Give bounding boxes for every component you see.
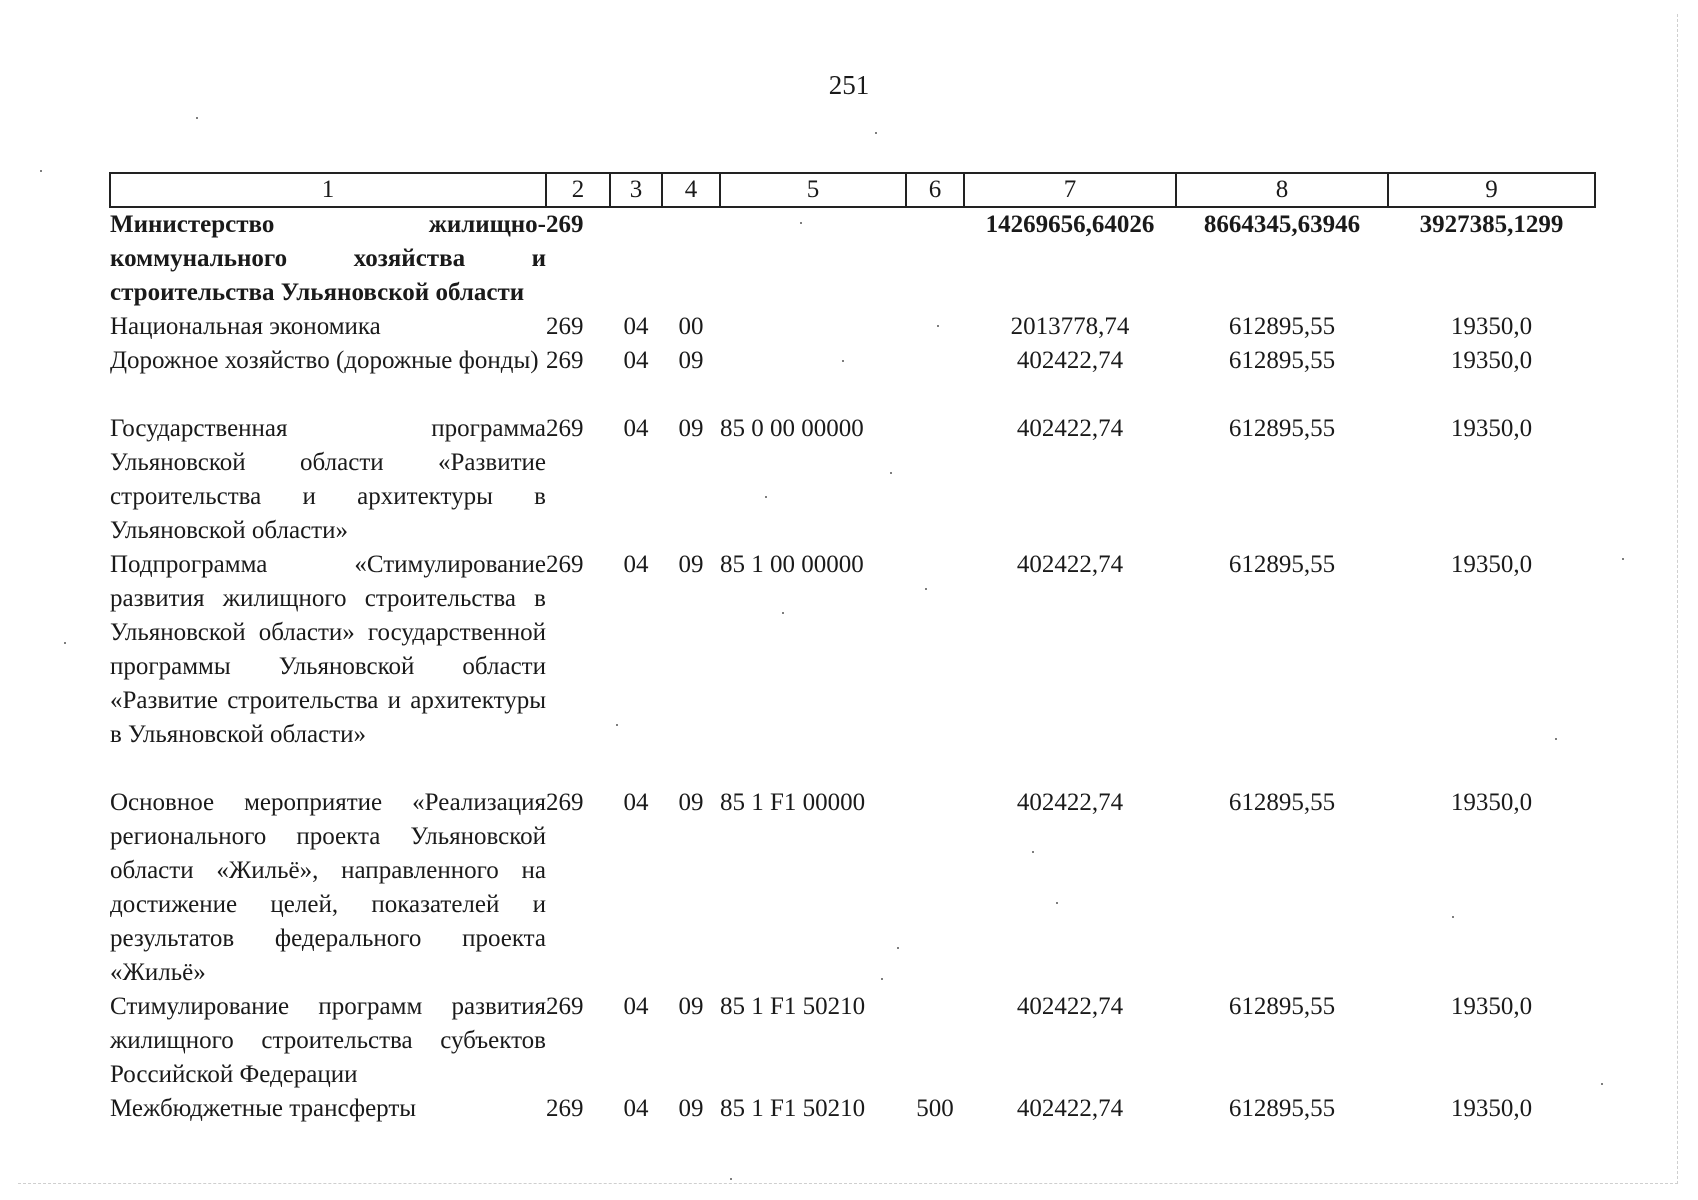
row-gr: 269 [546, 415, 584, 442]
scan-speck [196, 117, 198, 119]
header-col-3: 3 [610, 173, 662, 207]
scan-speck [1622, 558, 1624, 560]
row-target-code: 85 1 F1 50210 [720, 1095, 866, 1122]
row-value-8: 612895,55 [1228, 993, 1336, 1020]
row-gr: 269 [546, 211, 584, 238]
row-target-code [720, 310, 906, 344]
header-col-9: 9 [1388, 173, 1595, 207]
scan-speck [765, 496, 767, 498]
scan-speck [1452, 916, 1454, 918]
row-subsection: 09 [678, 415, 704, 442]
row-name: Государственная программа Ульяновской области «Развитие строительства и архитектуры в Ульяновской области» [110, 415, 546, 544]
row-gr: 269 [546, 993, 584, 1020]
row-name: Национальная экономика [110, 313, 381, 340]
row-gr: 269 [546, 1095, 584, 1122]
row-expense-type [906, 990, 964, 1092]
row-name: Основное мероприятие «Реализация регионального проекта Ульяновской области «Жильё», направленного на достижение целей, показателей и результатов федерального проекта «Жильё» [110, 789, 546, 986]
header-col-7: 7 [964, 173, 1176, 207]
row-value-9: 3927385,1299 [1419, 211, 1564, 238]
row-section: 04 [623, 993, 649, 1020]
table-row [110, 412, 1595, 548]
row-gr: 269 [546, 313, 584, 340]
row-value-7: 2013778,74 [1010, 313, 1130, 340]
row-section: 04 [623, 551, 649, 578]
scan-speck [1032, 851, 1034, 853]
row-value-9: 19350,0 [1450, 415, 1533, 442]
table-row [110, 786, 1595, 990]
row-expense-type: 500 [916, 1095, 954, 1122]
scan-speck [730, 1178, 732, 1180]
row-value-9: 19350,0 [1450, 313, 1533, 340]
row-name: Министерство жилищно-коммунального хозяйства и строительства Ульяновской области [110, 211, 546, 306]
row-value-8: 612895,55 [1228, 415, 1336, 442]
row-section: 04 [623, 1095, 649, 1122]
scan-speck [842, 360, 844, 362]
row-gr: 269 [546, 789, 584, 816]
table-row [110, 1092, 1595, 1126]
scan-speck [800, 222, 802, 224]
scan-speck [616, 724, 618, 726]
scan-speck [1601, 1083, 1603, 1085]
row-expense-type [906, 786, 964, 990]
header-col-8: 8 [1176, 173, 1388, 207]
scan-speck [1555, 738, 1557, 740]
header-col-4: 4 [662, 173, 720, 207]
row-value-9: 19350,0 [1450, 1095, 1533, 1122]
row-value-7: 402422,74 [1016, 551, 1124, 578]
row-name: Стимулирование программ развития жилищного строительства субъектов Российской Федерации [110, 993, 546, 1088]
page-number: 251 [828, 70, 870, 100]
row-expense-type [906, 207, 964, 310]
header-col-1: 1 [110, 173, 546, 207]
header-col-5: 5 [720, 173, 906, 207]
row-subsection: 09 [678, 551, 704, 578]
header-row [110, 173, 1595, 207]
row-expense-type [906, 310, 964, 344]
row-value-7: 402422,74 [1016, 1095, 1124, 1122]
header-col-6: 6 [906, 173, 964, 207]
row-value-9: 19350,0 [1450, 993, 1533, 1020]
row-value-7: 14269656,64026 [985, 211, 1155, 238]
row-subsection: 09 [678, 993, 704, 1020]
row-subsection [662, 207, 720, 310]
row-target-code: 85 1 F1 50210 [720, 993, 866, 1020]
table-row [110, 548, 1595, 786]
row-gr: 269 [546, 347, 584, 374]
budget-table [109, 172, 1596, 1126]
scan-speck [64, 642, 66, 644]
row-value-7: 402422,74 [1016, 347, 1124, 374]
row-gr: 269 [546, 551, 584, 578]
row-value-8: 612895,55 [1228, 551, 1336, 578]
row-target-code: 85 1 00 00000 [720, 551, 864, 578]
row-subsection: 00 [678, 313, 704, 340]
row-name: Межбюджетные трансферты [110, 1095, 417, 1122]
row-value-8: 612895,55 [1228, 1095, 1336, 1122]
row-name: Дорожное хозяйство (дорожные фонды) [110, 347, 539, 374]
row-section: 04 [623, 313, 649, 340]
row-target-code: 85 0 00 00000 [720, 415, 864, 442]
row-value-8: 612895,55 [1228, 313, 1336, 340]
row-value-8: 8664345,63946 [1203, 211, 1361, 238]
scan-speck [890, 472, 892, 474]
row-value-8: 612895,55 [1228, 789, 1336, 816]
row-value-7: 402422,74 [1016, 789, 1124, 816]
row-value-9: 19350,0 [1450, 789, 1533, 816]
row-target-code [720, 344, 906, 412]
row-value-9: 19350,0 [1450, 347, 1533, 374]
row-value-7: 402422,74 [1016, 415, 1124, 442]
row-subsection: 09 [678, 347, 704, 374]
row-name: Подпрограмма «Стимулирование развития жилищного строительства в Ульяновской области» государственной программы Ульяновской области «Развитие строительства и архитектуры в Ульяновской области» [110, 551, 546, 748]
scan-speck [875, 132, 877, 134]
scan-speck [782, 612, 784, 614]
row-subsection: 09 [678, 1095, 704, 1122]
scan-speck [925, 588, 927, 590]
row-target-code [720, 207, 906, 310]
scan-speck [897, 947, 899, 949]
header-col-2: 2 [546, 173, 610, 207]
scan-speck [40, 170, 42, 172]
table-row [110, 990, 1595, 1092]
table-row [110, 344, 1595, 412]
table-row [110, 310, 1595, 344]
row-subsection: 09 [678, 789, 704, 816]
scan-speck [881, 978, 883, 980]
row-expense-type [906, 548, 964, 786]
row-section: 04 [623, 347, 649, 374]
row-value-8: 612895,55 [1228, 347, 1336, 374]
table-row [110, 207, 1595, 310]
row-value-7: 402422,74 [1016, 993, 1124, 1020]
scan-speck [1056, 902, 1058, 904]
row-section: 04 [623, 789, 649, 816]
row-expense-type [906, 412, 964, 548]
row-section: 04 [623, 415, 649, 442]
row-section [610, 207, 662, 310]
row-target-code: 85 1 F1 00000 [720, 789, 866, 816]
row-value-9: 19350,0 [1450, 551, 1533, 578]
scan-speck [937, 325, 939, 327]
row-expense-type [906, 344, 964, 412]
